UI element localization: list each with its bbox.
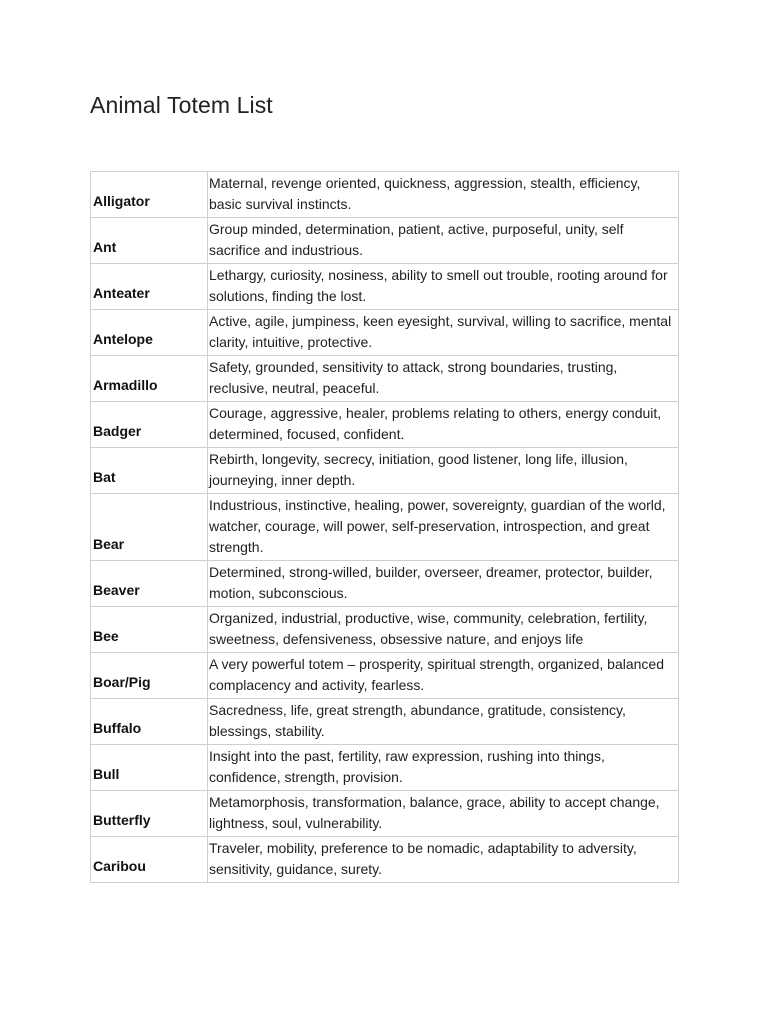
- table-row: [91, 561, 679, 607]
- animal-traits-cell: Metamorphosis, transformation, balance, grace, ability to accept change, lightness, soul, vulnerability.: [208, 791, 679, 837]
- animal-name-cell: Alligator: [91, 172, 208, 218]
- table-row: [91, 448, 679, 494]
- table-row: [91, 791, 679, 837]
- table-row: [91, 310, 679, 356]
- animal-name-cell: Bat: [91, 448, 208, 494]
- animal-name-cell: Caribou: [91, 837, 208, 883]
- animal-traits-cell: Traveler, mobility, preference to be nomadic, adaptability to adversity, sensitivity, guidance, surety.: [208, 837, 679, 883]
- animal-name-cell: Anteater: [91, 264, 208, 310]
- animal-name-cell: Badger: [91, 402, 208, 448]
- animal-traits-cell: Courage, aggressive, healer, problems relating to others, energy conduit, determined, focused, confident.: [208, 402, 679, 448]
- animal-traits-cell: Safety, grounded, sensitivity to attack, strong boundaries, trusting, reclusive, neutral, peaceful.: [208, 356, 679, 402]
- animal-name-cell: Buffalo: [91, 699, 208, 745]
- animal-traits-cell: Active, agile, jumpiness, keen eyesight, survival, willing to sacrifice, mental clarity, intuitive, protective.: [208, 310, 679, 356]
- table-row: [91, 653, 679, 699]
- table-row: [91, 699, 679, 745]
- animal-name-cell: Butterfly: [91, 791, 208, 837]
- table-row: [91, 745, 679, 791]
- animal-traits-cell: Industrious, instinctive, healing, power, sovereignty, guardian of the world, watcher, courage, will power, self-preservation, introspection, and great strength.: [208, 494, 679, 561]
- animal-traits-cell: Group minded, determination, patient, active, purposeful, unity, self sacrifice and industrious.: [208, 218, 679, 264]
- totem-table-body: [91, 172, 679, 883]
- animal-traits-cell: Rebirth, longevity, secrecy, initiation, good listener, long life, illusion, journeying, inner depth.: [208, 448, 679, 494]
- animal-traits-cell: Sacredness, life, great strength, abundance, gratitude, consistency, blessings, stability.: [208, 699, 679, 745]
- table-row: [91, 607, 679, 653]
- animal-name-cell: Antelope: [91, 310, 208, 356]
- animal-traits-cell: Determined, strong-willed, builder, overseer, dreamer, protector, builder, motion, subconscious.: [208, 561, 679, 607]
- page-title: Animal Totem List: [90, 92, 273, 118]
- animal-name-cell: Ant: [91, 218, 208, 264]
- animal-traits-cell: Maternal, revenge oriented, quickness, aggression, stealth, efficiency, basic survival instincts.: [208, 172, 679, 218]
- table-row: [91, 402, 679, 448]
- table-row: [91, 494, 679, 561]
- table-row: [91, 837, 679, 883]
- animal-name-cell: Armadillo: [91, 356, 208, 402]
- table-row: [91, 218, 679, 264]
- animal-traits-cell: Organized, industrial, productive, wise, community, celebration, fertility, sweetness, defensiveness, obsessive nature, and enjoys life: [208, 607, 679, 653]
- table-row: [91, 172, 679, 218]
- table-row: [91, 356, 679, 402]
- animal-name-cell: Beaver: [91, 561, 208, 607]
- animal-name-cell: Bee: [91, 607, 208, 653]
- table-row: [91, 264, 679, 310]
- animal-traits-cell: Insight into the past, fertility, raw expression, rushing into things, confidence, strength, provision.: [208, 745, 679, 791]
- animal-traits-cell: A very powerful totem – prosperity, spiritual strength, organized, balanced complacency and activity, fearless.: [208, 653, 679, 699]
- animal-name-cell: Bull: [91, 745, 208, 791]
- animal-traits-cell: Lethargy, curiosity, nosiness, ability to smell out trouble, rooting around for solutions, finding the lost.: [208, 264, 679, 310]
- animal-name-cell: Bear: [91, 494, 208, 561]
- animal-name-cell: Boar/Pig: [91, 653, 208, 699]
- animal-totem-table: [90, 171, 679, 883]
